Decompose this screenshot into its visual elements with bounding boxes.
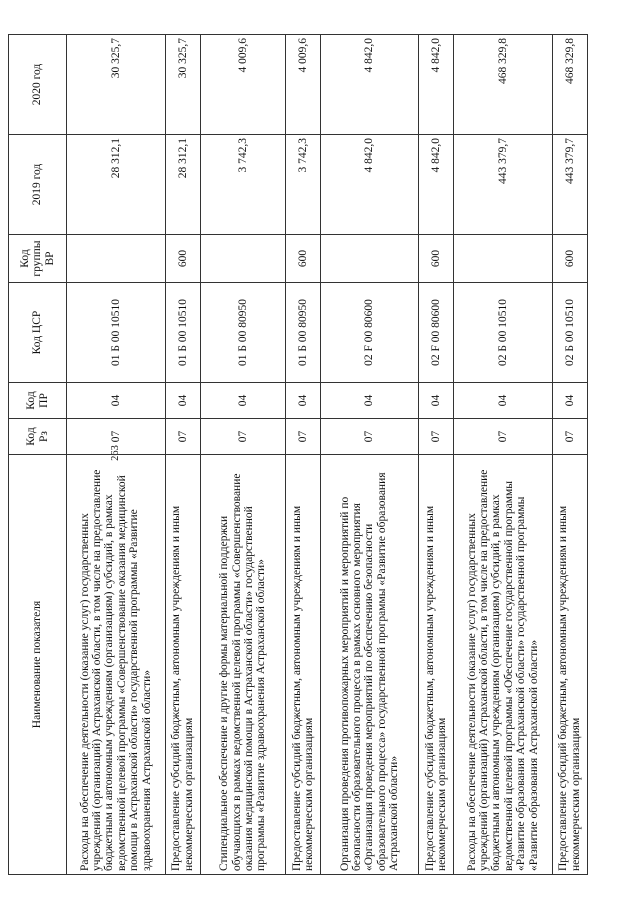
row-rz: 07: [67, 419, 166, 455]
row-2020: 4 009,6: [200, 35, 285, 135]
row-name: Предоставление субсидий бюджетным, автономным учреждениям и иным некоммерческим организациям: [285, 455, 320, 875]
header-csr: Код ЦСР: [9, 283, 67, 383]
row-pr: 04: [67, 383, 166, 419]
header-pr: Код ПР: [9, 383, 67, 419]
row-2019: 443 379,7: [454, 135, 553, 235]
row-csr: 01 Б 00 80950: [200, 283, 285, 383]
row-csr: 01 Б 00 10510: [165, 283, 200, 383]
row-rz: 07: [285, 419, 320, 455]
row-rz: 07: [418, 419, 453, 455]
row-2020: 4 842,0: [321, 35, 419, 135]
page-number: 263: [110, 445, 121, 461]
row-csr: 02 Б 00 10510: [552, 283, 587, 383]
row-2019: 443 379,7: [552, 135, 587, 235]
row-2020: 468 329,8: [454, 35, 553, 135]
row-name: Расходы на обеспечение деятельности (оказание услуг) государственных учреждений (организаций) Астраханской области, в том числе на предоставление бюджетным и автономным учреждениям (организациям) субсидий, в рамках ведомственной целевой программы «Обеспечение государственной программы «Развитие образования Астраханской области» государственной программы «Развитие образования Астраханской области»: [454, 455, 553, 875]
table-row: [67, 35, 166, 875]
header-2019: 2019 год: [9, 135, 67, 235]
row-vr: 600: [418, 235, 453, 283]
row-vr: [454, 235, 553, 283]
row-2019: 3 742,3: [200, 135, 285, 235]
row-2019: 3 742,3: [285, 135, 320, 235]
row-name: Расходы на обеспечение деятельности (оказание услуг) государственных учреждений (организаций) Астраханской области, в том числе на предоставление бюджетным и автономным учреждениям (организациям) субсидий, в рамках ведомственной целевой программы «Совершенствование оказания медицинской помощи в Астраханской области» государственной программы «Развитие здравоохранения Астраханской области»: [67, 455, 166, 875]
row-rz: 07: [552, 419, 587, 455]
row-2019: 28 312,1: [165, 135, 200, 235]
table-row: [552, 35, 587, 875]
row-vr: [67, 235, 166, 283]
row-vr: 600: [285, 235, 320, 283]
row-csr: 02 Б 00 10510: [454, 283, 553, 383]
rotated-table-container: [8, 35, 588, 875]
row-vr: 600: [165, 235, 200, 283]
row-pr: 04: [285, 383, 320, 419]
row-name: Предоставление субсидий бюджетным, автономным учреждениям и иным некоммерческим организациям: [552, 455, 587, 875]
row-2020: 468 329,8: [552, 35, 587, 135]
row-rz: 07: [454, 419, 553, 455]
header-name: Наименование показателя: [9, 455, 67, 875]
table-row: [454, 35, 553, 875]
row-2019: 28 312,1: [67, 135, 166, 235]
row-vr: [200, 235, 285, 283]
table-row: [165, 35, 200, 875]
budget-table: [8, 34, 588, 875]
row-vr: 600: [552, 235, 587, 283]
table-row: [418, 35, 453, 875]
row-vr: [321, 235, 419, 283]
row-2020: 4 009,6: [285, 35, 320, 135]
row-csr: 01 Б 00 10510: [67, 283, 166, 383]
row-pr: 04: [321, 383, 419, 419]
row-rz: 07: [200, 419, 285, 455]
row-pr: 04: [454, 383, 553, 419]
row-2020: 4 842,0: [418, 35, 453, 135]
row-name: Предоставление субсидий бюджетным, автономным учреждениям и иным некоммерческим организациям: [165, 455, 200, 875]
row-2020: 30 325,7: [165, 35, 200, 135]
table-row: [200, 35, 285, 875]
header-vr: Код группы ВР: [9, 235, 67, 283]
row-rz: 07: [321, 419, 419, 455]
header-2020: 2020 год: [9, 35, 67, 135]
row-2019: 4 842,0: [321, 135, 419, 235]
row-csr: 01 Б 00 80950: [285, 283, 320, 383]
row-csr: 02 F 00 80600: [418, 283, 453, 383]
row-name: Стипендиальное обеспечение и другие формы материальной поддержки обучающихся в рамках ведомственной целевой программы «Совершенствование оказания медицинской помощи в Астраханской области» государственной программы «Развитие здравоохранения Астраханской области»: [200, 455, 285, 875]
row-pr: 04: [418, 383, 453, 419]
row-name: Предоставление субсидий бюджетным, автономным учреждениям и иным некоммерческим организациям: [418, 455, 453, 875]
row-pr: 04: [552, 383, 587, 419]
table-row: [321, 35, 419, 875]
row-name: Организация проведения противопожарных мероприятий и мероприятий по безопасности образовательного процесса в рамках основного мероприятия «Организация проведения мероприятий по обеспечению безопасности образовательного процесса» государственной программы «Развитие образования Астраханской области»: [321, 455, 419, 875]
row-2020: 30 325,7: [67, 35, 166, 135]
row-2019: 4 842,0: [418, 135, 453, 235]
row-pr: 04: [200, 383, 285, 419]
header-rz: Код Рз: [9, 419, 67, 455]
row-rz: 07: [165, 419, 200, 455]
row-csr: 02 F 00 80600: [321, 283, 419, 383]
table-header-row: [9, 35, 67, 875]
table-row: [285, 35, 320, 875]
row-pr: 04: [165, 383, 200, 419]
